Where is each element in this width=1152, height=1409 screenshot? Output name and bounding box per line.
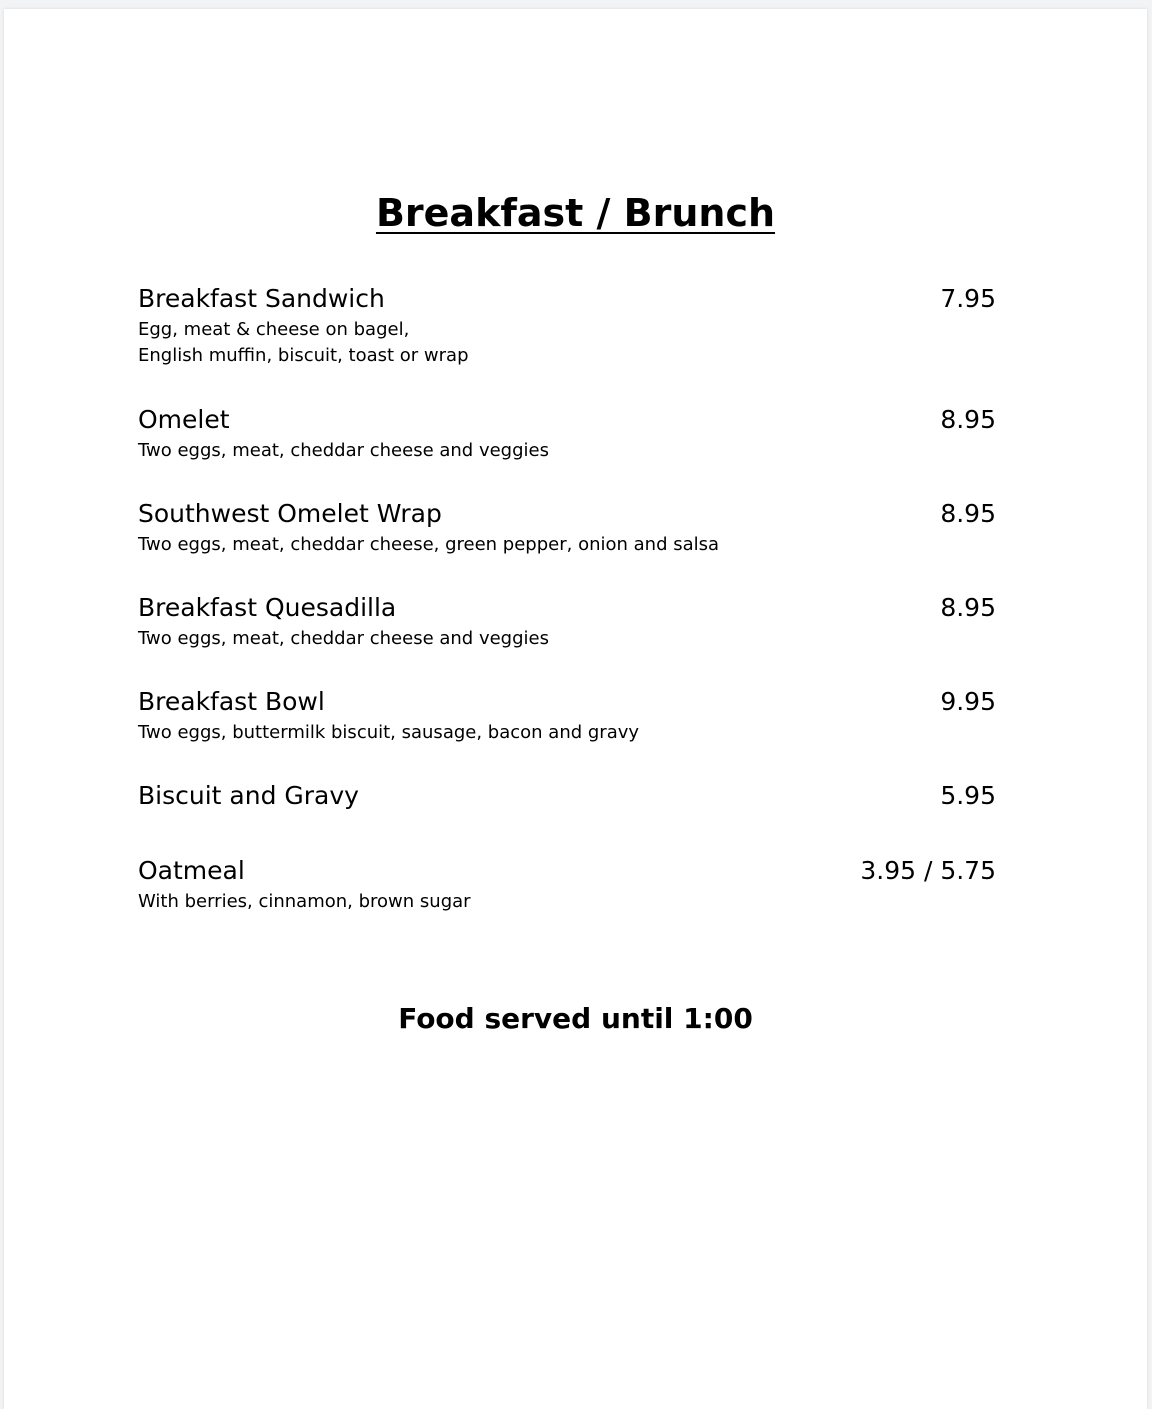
item-name: Breakfast Quesadilla: [138, 593, 397, 622]
item-name: Biscuit and Gravy: [138, 781, 359, 810]
menu-item: [138, 281, 996, 369]
menu-item: [138, 402, 996, 464]
item-description: Two eggs, buttermilk biscuit, sausage, bacon and gravy: [138, 722, 640, 743]
item-description: Two eggs, meat, cheddar cheese and veggies: [138, 440, 549, 461]
item-price: 9.95: [940, 687, 996, 716]
item-description: Two eggs, meat, cheddar cheese, green pepper, onion and salsa: [138, 534, 720, 555]
item-price: 5.95: [940, 781, 996, 810]
menu-item: [138, 590, 996, 652]
service-hours-note: Food served until 1:00: [398, 1002, 753, 1035]
menu-item: [138, 778, 996, 814]
item-description: With berries, cinnamon, brown sugar: [138, 891, 471, 912]
item-name: Omelet: [138, 405, 230, 434]
item-name: Southwest Omelet Wrap: [138, 499, 442, 528]
item-price: 8.95: [940, 499, 996, 528]
item-price: 7.95: [940, 284, 996, 313]
item-price: 8.95: [940, 593, 996, 622]
menu-item: [138, 684, 996, 746]
item-name: Breakfast Sandwich: [138, 284, 385, 313]
item-price: 3.95 / 5.75: [860, 856, 996, 885]
item-name: Breakfast Bowl: [138, 687, 325, 716]
menu-title: Breakfast / Brunch: [375, 191, 776, 235]
item-description: English muffin, biscuit, toast or wrap: [138, 345, 469, 366]
item-name: Oatmeal: [138, 856, 245, 885]
item-price: 8.95: [940, 405, 996, 434]
item-description: Two eggs, meat, cheddar cheese and veggies: [138, 628, 549, 649]
item-description: Egg, meat & cheese on bagel,: [138, 319, 410, 340]
menu-item: [138, 853, 996, 915]
menu-page: [4, 9, 1147, 1409]
menu-item: [138, 496, 996, 558]
